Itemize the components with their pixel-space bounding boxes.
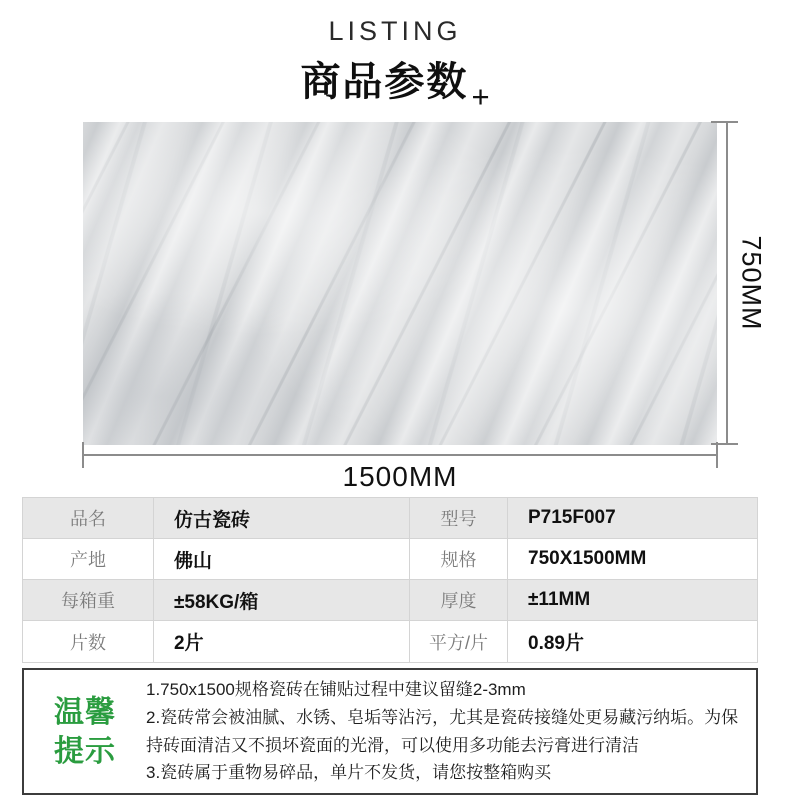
height-dimension-cap-top xyxy=(711,121,738,123)
table-row xyxy=(23,498,757,539)
spec-value-sqm-per-pc: 0.89片 xyxy=(528,633,584,654)
page-title: 商品参数 xyxy=(300,60,469,104)
warm-tips-title xyxy=(24,693,146,771)
table-row xyxy=(23,621,757,662)
spec-value-name: 仿古瓷砖 xyxy=(154,498,410,538)
spec-label-thickness: 厚度 xyxy=(410,580,508,620)
spec-value-pieces: 2片 xyxy=(154,621,410,662)
width-dimension-line xyxy=(83,454,717,456)
spec-table xyxy=(22,497,758,663)
warm-tips-title-line1: 温馨 xyxy=(54,695,116,729)
eyebrow-listing: LISTING xyxy=(328,16,462,46)
table-row xyxy=(23,580,757,621)
spec-label-model: 型号 xyxy=(410,498,508,538)
spec-label-sqm-per-pc: 平方/片 xyxy=(410,621,508,662)
spec-label-pieces: 片数 xyxy=(23,621,154,662)
warm-tips-box xyxy=(22,668,758,795)
height-dimension-line xyxy=(726,122,728,445)
tip-line-1: 1.750x1500规格瓷砖在铺贴过程中建议留缝2-3mm xyxy=(146,680,526,700)
warm-tips-body xyxy=(146,676,746,786)
spec-label-origin: 产地 xyxy=(23,539,154,579)
spec-label-size: 规格 xyxy=(410,539,508,579)
spec-value-model: P715F007 xyxy=(528,507,616,528)
spec-value-size: 750X1500MM xyxy=(528,548,647,569)
spec-label-name: 品名 xyxy=(23,498,154,538)
tip-line-3: 3.瓷砖属于重物易碎品，单片不发货，请您按整箱购买 xyxy=(146,763,552,783)
plus-icon: + xyxy=(471,79,490,114)
spec-value-box-weight: ±58KG/箱 xyxy=(154,580,410,620)
warm-tips-title-line2: 提示 xyxy=(54,734,116,768)
width-dimension-label: 1500MM xyxy=(342,461,458,492)
table-row xyxy=(23,539,757,580)
spec-label-box-weight: 每箱重 xyxy=(23,580,154,620)
spec-value-thickness: ±11MM xyxy=(528,589,591,610)
header xyxy=(0,50,790,114)
tip-line-2: 2.瓷砖常会被油腻、水锈、皂垢等沾污，尤其是瓷砖接缝处更易藏污纳垢。为保持砖面清洁又不损坏瓷面的光滑，可以使用多功能去污膏进行清洁 xyxy=(146,707,739,755)
tile-swatch-image xyxy=(83,122,717,445)
height-dimension-label: 750MM xyxy=(736,235,767,331)
spec-value-origin: 佛山 xyxy=(154,539,410,579)
